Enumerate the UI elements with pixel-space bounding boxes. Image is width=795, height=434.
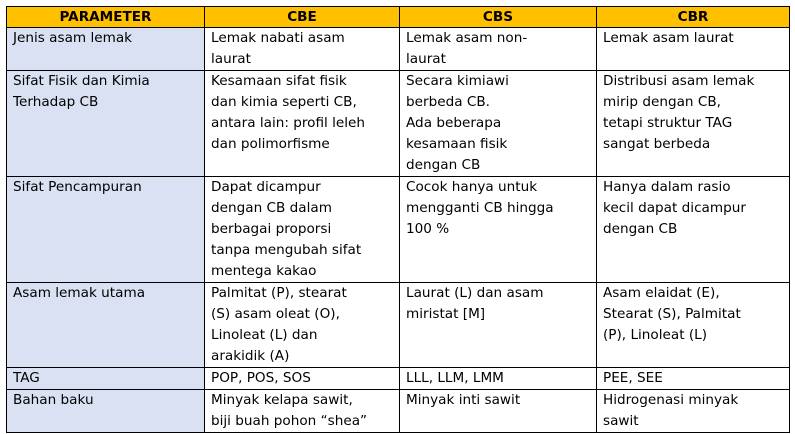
table-row (7, 283, 790, 368)
header-cbe: CBE (205, 7, 400, 28)
table-row (7, 71, 790, 177)
cbs-cell: Laurat (L) dan asam miristat [M] (400, 283, 597, 368)
header-cbr: CBR (597, 7, 790, 28)
table-row (7, 28, 790, 71)
row-parameter-cell: Bahan baku (7, 390, 205, 433)
cbs-cell: Cocok hanya untuk mengganti CB hingga 100 % (400, 177, 597, 283)
cbe-cell: Kesamaan sifat fisik dan kimia seperti CB, antara lain: profil leleh dan polimorfisme (205, 71, 400, 177)
cbs-cell: Secara kimiawi berbeda CB. Ada beberapa kesamaan fisik dengan CB (400, 71, 597, 177)
cbe-cell: Minyak kelapa sawit, biji buah pohon “shea” (205, 390, 400, 433)
cbe-cell: Dapat dicampur dengan CB dalam berbagai proporsi tanpa mengubah sifat mentega kakao (205, 177, 400, 283)
row-parameter-cell: Sifat Fisik dan Kimia Terhadap CB (7, 71, 205, 177)
table-row (7, 368, 790, 390)
cbs-cell: Lemak asam non- laurat (400, 28, 597, 71)
cbs-cell: Minyak inti sawit (400, 390, 597, 433)
cbr-cell: PEE, SEE (597, 368, 790, 390)
cbe-cell: Lemak nabati asam laurat (205, 28, 400, 71)
cbr-cell: Asam elaidat (E), Stearat (S), Palmitat (P), Linoleat (L) (597, 283, 790, 368)
cbr-cell: Hidrogenasi minyak sawit (597, 390, 790, 433)
cbs-cell: LLL, LLM, LMM (400, 368, 597, 390)
cbr-cell: Distribusi asam lemak mirip dengan CB, tetapi struktur TAG sangat berbeda (597, 71, 790, 177)
row-parameter-cell: Asam lemak utama (7, 283, 205, 368)
cbr-cell: Hanya dalam rasio kecil dapat dicampur dengan CB (597, 177, 790, 283)
row-parameter-cell: Jenis asam lemak (7, 28, 205, 71)
header-row (7, 7, 790, 28)
row-parameter-cell: Sifat Pencampuran (7, 177, 205, 283)
comparison-table (6, 6, 790, 433)
row-parameter-cell: TAG (7, 368, 205, 390)
header-parameter: PARAMETER (7, 7, 205, 28)
table-row (7, 177, 790, 283)
cbe-cell: POP, POS, SOS (205, 368, 400, 390)
cbr-cell: Lemak asam laurat (597, 28, 790, 71)
header-cbs: CBS (400, 7, 597, 28)
table-row (7, 390, 790, 433)
cbe-cell: Palmitat (P), stearat (S) asam oleat (O), Linoleat (L) dan arakidik (A) (205, 283, 400, 368)
